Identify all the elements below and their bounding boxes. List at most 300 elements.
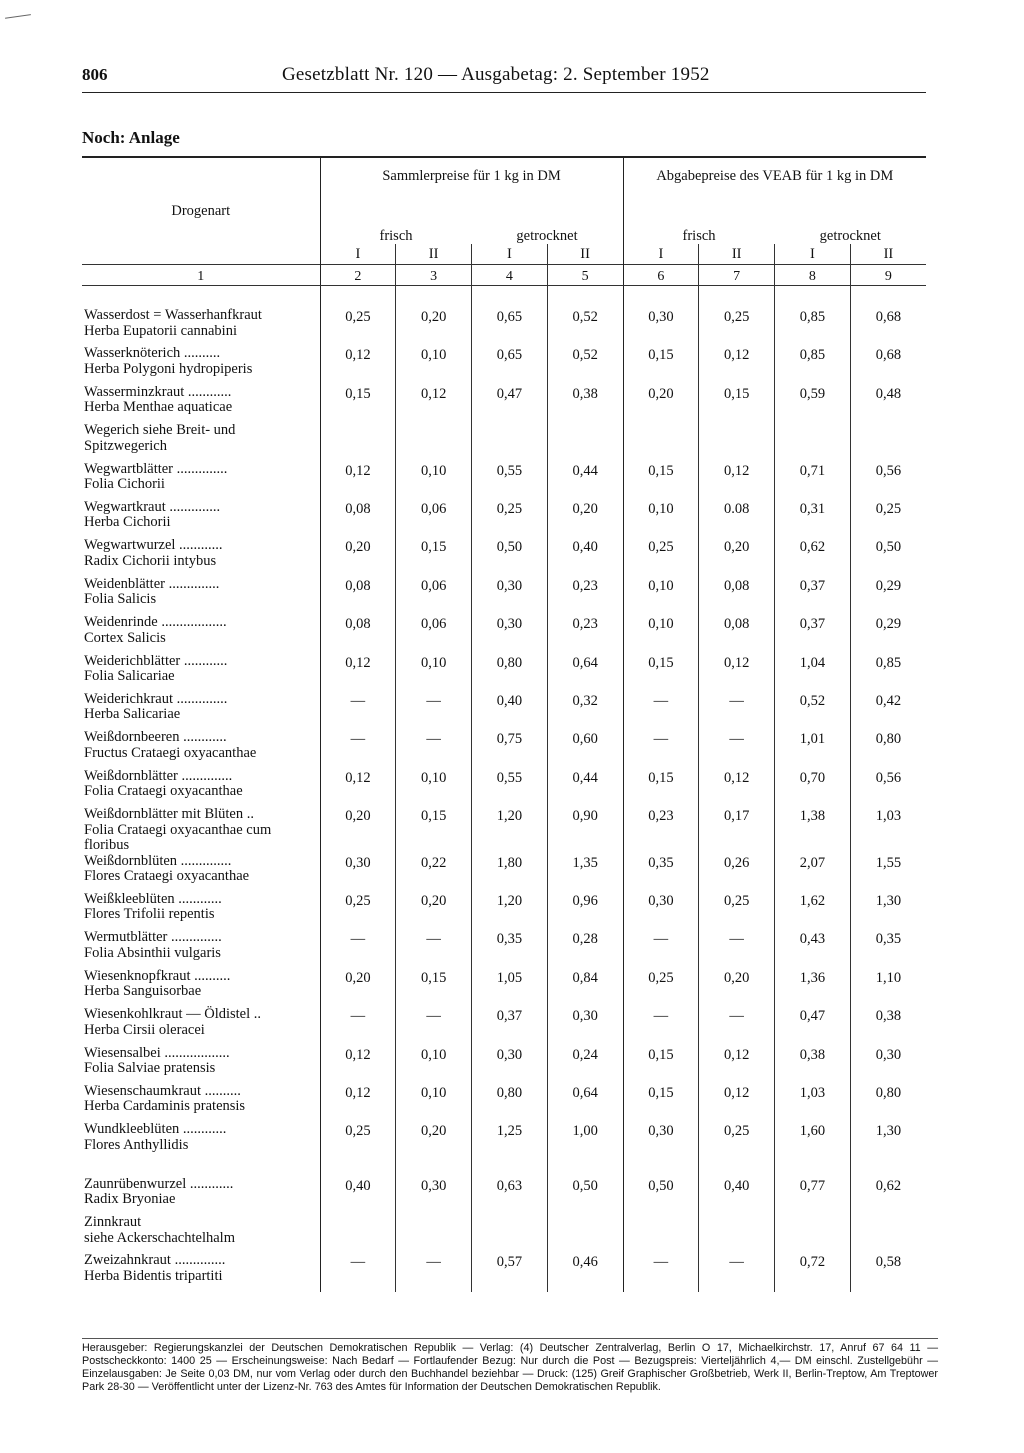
- table-row: [82, 385, 926, 423]
- price-cell: 0,32: [547, 692, 623, 730]
- table-row: [82, 500, 926, 538]
- price-cell: 0,40: [472, 692, 548, 730]
- header-class-I: I: [320, 244, 396, 265]
- price-cell: 0,40: [547, 538, 623, 576]
- header-class-I: I: [775, 244, 851, 265]
- drug-name: Wegwartwurzel ............: [84, 537, 223, 554]
- drug-name-cell: [82, 615, 320, 653]
- drug-latin-name: Herba Cardaminis pratensis: [84, 1098, 246, 1115]
- price-cell: 0,12: [320, 462, 396, 500]
- price-cell: 0,20: [396, 308, 472, 346]
- drug-name-cell: [82, 1046, 320, 1084]
- drug-name: Wundkleeblüten ............: [84, 1121, 227, 1138]
- price-cell: 0,29: [850, 615, 926, 653]
- col-number: 8: [775, 265, 851, 286]
- price-cell: 0,30: [472, 615, 548, 653]
- price-cell: 0,37: [472, 1007, 548, 1045]
- header-class-II: II: [699, 244, 775, 265]
- drug-name-cell: [82, 1215, 320, 1253]
- header-class-I: I: [623, 244, 699, 265]
- price-cell: 0,12: [320, 346, 396, 384]
- price-cell: 0,63: [472, 1177, 548, 1215]
- drug-latin-name: Radix Bryoniae: [84, 1191, 176, 1208]
- drug-name: Weißdornblätter ..............: [84, 767, 233, 784]
- price-cell: —: [320, 930, 396, 968]
- price-cell: 0,80: [850, 730, 926, 768]
- drug-name: Zweizahnkraut ..............: [84, 1252, 226, 1269]
- price-cell: 0,08: [320, 577, 396, 615]
- price-cell: 0,85: [850, 654, 926, 692]
- price-cell: 0,84: [547, 969, 623, 1007]
- price-cell: 1,36: [775, 969, 851, 1007]
- table-row: [82, 1084, 926, 1122]
- price-cell: 0,46: [547, 1253, 623, 1291]
- price-cell: 0,85: [775, 346, 851, 384]
- drug-latin-name: Flores Trifolii repentis: [84, 906, 215, 923]
- price-cell: 0,25: [320, 308, 396, 346]
- price-cell: 0,10: [396, 1046, 472, 1084]
- price-cell: 0,35: [623, 854, 699, 892]
- price-cell: 0,65: [472, 346, 548, 384]
- col-number: 7: [699, 265, 775, 286]
- price-cell: 0,12: [699, 1084, 775, 1122]
- table-head: [82, 158, 926, 286]
- price-cell: 0,30: [850, 1046, 926, 1084]
- price-cell: —: [396, 692, 472, 730]
- table-row: [82, 730, 926, 768]
- price-cell: 0,12: [320, 1046, 396, 1084]
- price-cell: 1,20: [472, 892, 548, 930]
- table-row: [82, 807, 926, 854]
- price-cell: 0,64: [547, 1084, 623, 1122]
- drug-name: Wiesenschaumkraut ..........: [84, 1082, 241, 1099]
- drug-name-cell: [82, 969, 320, 1007]
- drug-latin-name: Folia Salviae pratensis: [84, 1060, 216, 1077]
- price-cell: 0,47: [775, 1007, 851, 1045]
- price-cell: 0,30: [472, 1046, 548, 1084]
- price-cell: 0,15: [396, 807, 472, 854]
- price-cell: 0,12: [396, 385, 472, 423]
- price-cell: 0,12: [320, 654, 396, 692]
- price-cell: 1,60: [775, 1122, 851, 1160]
- drug-name-cell: [82, 346, 320, 384]
- price-cell: —: [699, 930, 775, 968]
- price-cell: [850, 1215, 926, 1253]
- price-cell: —: [623, 1007, 699, 1045]
- drug-name: Wiesenknopfkraut ..........: [84, 967, 231, 984]
- header-sammler-getrocknet: getrocknet: [516, 228, 578, 244]
- pen-mark: [3, 0, 31, 18]
- price-cell: 0,96: [547, 892, 623, 930]
- price-cell: 1,80: [472, 854, 548, 892]
- drug-latin-name: Herba Sanguisorbae: [84, 983, 202, 1000]
- price-cell: 0,55: [472, 462, 548, 500]
- price-table-container: [82, 156, 926, 1292]
- price-cell: 0,10: [623, 500, 699, 538]
- price-cell: 0,15: [396, 969, 472, 1007]
- drug-latin-name: Herba Menthae aquaticae: [84, 399, 233, 416]
- price-cell: [547, 1215, 623, 1253]
- price-cell: 0,15: [623, 1084, 699, 1122]
- price-cell: 0,65: [472, 308, 548, 346]
- price-cell: 0,24: [547, 1046, 623, 1084]
- price-cell: 0,40: [320, 1177, 396, 1215]
- drug-name: Weißdornblüten ..............: [84, 852, 232, 869]
- price-cell: 0,28: [547, 930, 623, 968]
- drug-name: Wasserknöterich ..........: [84, 345, 221, 362]
- price-cell: 0,20: [396, 892, 472, 930]
- price-cell: [775, 423, 851, 461]
- price-cell: 0,42: [850, 692, 926, 730]
- section-title: Noch: Anlage: [82, 128, 180, 147]
- table-row: [82, 1215, 926, 1253]
- price-cell: 0,85: [775, 308, 851, 346]
- drug-name: Weiderichkraut ..............: [84, 690, 228, 707]
- drug-name-cell: [82, 577, 320, 615]
- price-cell: 0,62: [775, 538, 851, 576]
- drug-name-cell: [82, 462, 320, 500]
- price-cell: 0,15: [396, 538, 472, 576]
- page-number: 806: [82, 65, 108, 84]
- price-cell: 1,30: [850, 1122, 926, 1160]
- price-cell: [547, 423, 623, 461]
- price-cell: 1,00: [547, 1122, 623, 1160]
- drug-name-cell: [82, 730, 320, 768]
- price-cell: 0,12: [320, 1084, 396, 1122]
- price-cell: 0,30: [623, 1122, 699, 1160]
- price-cell: 0,17: [699, 807, 775, 854]
- price-cell: 0,50: [850, 538, 926, 576]
- table-row: [82, 1253, 926, 1291]
- price-cell: 0,25: [699, 308, 775, 346]
- header-abgabe-getrocknet: getrocknet: [819, 228, 881, 244]
- col-number: 6: [623, 265, 699, 286]
- table-row: [82, 1122, 926, 1160]
- table-row: [82, 1007, 926, 1045]
- price-cell: 0,20: [320, 969, 396, 1007]
- table-row: [82, 577, 926, 615]
- drug-latin-name: Spitzwegerich: [84, 437, 167, 454]
- drug-latin-name: Folia Crataegi oxyacanthae: [84, 783, 243, 800]
- drug-name: Weiderichblätter ............: [84, 652, 228, 669]
- drug-name-cell: [82, 1177, 320, 1215]
- price-cell: [850, 423, 926, 461]
- price-cell: 0,10: [623, 577, 699, 615]
- table-row: [82, 930, 926, 968]
- drug-latin-name: Herba Polygoni hydropiperis: [84, 360, 253, 377]
- drug-latin-name: Cortex Salicis: [84, 629, 166, 646]
- price-cell: 1,10: [850, 969, 926, 1007]
- price-cell: 0,10: [396, 346, 472, 384]
- price-cell: 0,44: [547, 769, 623, 807]
- drug-name: Wermutblätter ..............: [84, 929, 222, 946]
- price-cell: —: [623, 692, 699, 730]
- price-cell: 0,30: [623, 892, 699, 930]
- header-class-II: II: [547, 244, 623, 265]
- drug-name-cell: [82, 692, 320, 730]
- price-cell: 0,20: [320, 538, 396, 576]
- price-cell: —: [396, 1253, 472, 1291]
- price-cell: 0,08: [320, 500, 396, 538]
- price-cell: 0,25: [472, 500, 548, 538]
- col-number: 4: [472, 265, 548, 286]
- price-cell: 0,71: [775, 462, 851, 500]
- drug-name: Weißdornblätter mit Blüten ..: [84, 806, 254, 823]
- price-cell: 0,23: [547, 577, 623, 615]
- drug-latin-name: Herba Cirsii oleracei: [84, 1021, 205, 1038]
- price-cell: 0,08: [699, 577, 775, 615]
- table-row: [82, 423, 926, 461]
- price-cell: —: [623, 930, 699, 968]
- col-number: 3: [396, 265, 472, 286]
- price-cell: —: [320, 1253, 396, 1291]
- price-cell: 0.08: [699, 500, 775, 538]
- price-cell: 1,05: [472, 969, 548, 1007]
- price-cell: 0,06: [396, 577, 472, 615]
- header-class-II: II: [850, 244, 926, 265]
- drug-latin-name: Radix Cichorii intybus: [84, 552, 217, 569]
- col-number: 2: [320, 265, 396, 286]
- price-cell: [623, 1215, 699, 1253]
- price-cell: 1,62: [775, 892, 851, 930]
- drug-name: Weißdornbeeren ............: [84, 729, 227, 746]
- price-cell: 0,15: [623, 654, 699, 692]
- header-abgabe-frisch: frisch: [623, 224, 775, 244]
- price-cell: 1,20: [472, 807, 548, 854]
- price-cell: 0,72: [775, 1253, 851, 1291]
- drug-name-cell: [82, 308, 320, 346]
- drug-name-cell: [82, 807, 320, 854]
- price-cell: 0,10: [396, 654, 472, 692]
- price-cell: 0,60: [547, 730, 623, 768]
- price-cell: [396, 1215, 472, 1253]
- drug-name-cell: [82, 1084, 320, 1122]
- price-cell: —: [396, 930, 472, 968]
- price-cell: —: [699, 1007, 775, 1045]
- header-sammler-frisch: frisch: [320, 224, 472, 244]
- price-cell: 0,08: [320, 615, 396, 653]
- drug-name-cell: [82, 538, 320, 576]
- price-cell: 0,56: [850, 769, 926, 807]
- drug-name: Wasserminzkraut ............: [84, 383, 232, 400]
- price-cell: 0,23: [623, 807, 699, 854]
- price-cell: 0,52: [547, 346, 623, 384]
- price-cell: 0,62: [850, 1177, 926, 1215]
- table-row: [82, 346, 926, 384]
- price-cell: 0,80: [850, 1084, 926, 1122]
- price-cell: —: [320, 1007, 396, 1045]
- table-row: [82, 615, 926, 653]
- drug-name-cell: [82, 1122, 320, 1160]
- price-cell: [699, 1215, 775, 1253]
- drug-latin-name: Flores Anthyllidis: [84, 1136, 189, 1153]
- drug-name: Wiesensalbei ..................: [84, 1044, 230, 1061]
- price-cell: —: [320, 730, 396, 768]
- table-row: [82, 538, 926, 576]
- price-cell: [320, 1215, 396, 1253]
- price-cell: 0,50: [623, 1177, 699, 1215]
- price-cell: 1,25: [472, 1122, 548, 1160]
- drug-latin-name: Flores Crataegi oxyacanthae: [84, 868, 250, 885]
- drug-latin-name: Folia Cichorii: [84, 476, 165, 493]
- header-sammlerpreise: Sammlerpreise für 1 kg in DM: [320, 158, 623, 224]
- drug-name: Zaunrübenwurzel ............: [84, 1175, 234, 1192]
- price-cell: 1,38: [775, 807, 851, 854]
- price-cell: 1,04: [775, 654, 851, 692]
- drug-name-cell: [82, 769, 320, 807]
- price-cell: 0,12: [699, 654, 775, 692]
- price-cell: —: [699, 692, 775, 730]
- price-cell: 0,12: [699, 769, 775, 807]
- price-cell: 0,56: [850, 462, 926, 500]
- price-cell: 0,10: [623, 615, 699, 653]
- price-cell: 0,68: [850, 346, 926, 384]
- price-cell: 0,25: [850, 500, 926, 538]
- table-row: [82, 1177, 926, 1215]
- drug-name: Wiesenkohlkraut — Öldistel ..: [84, 1006, 262, 1023]
- price-cell: 0,50: [547, 1177, 623, 1215]
- price-cell: 1,30: [850, 892, 926, 930]
- price-cell: 0,20: [320, 807, 396, 854]
- price-cell: 0,90: [547, 807, 623, 854]
- price-cell: —: [623, 730, 699, 768]
- header-title: Gesetzblatt Nr. 120 — Ausgabetag: 2. September 1952: [282, 64, 710, 85]
- price-cell: [472, 1215, 548, 1253]
- page-header: [82, 64, 926, 93]
- price-cell: 0,52: [547, 308, 623, 346]
- price-cell: 0,80: [472, 1084, 548, 1122]
- price-cell: 0,20: [699, 969, 775, 1007]
- table-row: [82, 692, 926, 730]
- price-cell: 0,15: [623, 462, 699, 500]
- drug-latin-name: siehe Ackerschachtelhalm: [84, 1229, 235, 1246]
- price-cell: 0,15: [320, 385, 396, 423]
- price-cell: 0,57: [472, 1253, 548, 1291]
- drug-name-cell: [82, 1253, 320, 1291]
- price-cell: 0,20: [396, 1122, 472, 1160]
- price-cell: 0,22: [396, 854, 472, 892]
- drug-latin-name: Fructus Crataegi oxyacanthae: [84, 744, 257, 761]
- drug-name-cell: [82, 930, 320, 968]
- table-row: [82, 1046, 926, 1084]
- price-cell: 0,77: [775, 1177, 851, 1215]
- price-cell: 0,10: [396, 769, 472, 807]
- drug-name-cell: [82, 892, 320, 930]
- price-cell: 0,25: [699, 892, 775, 930]
- price-cell: 0,08: [699, 615, 775, 653]
- price-cell: 0,06: [396, 500, 472, 538]
- drug-latin-name: Herba Salicariae: [84, 706, 181, 723]
- price-cell: 0,25: [320, 1122, 396, 1160]
- price-cell: 0,37: [775, 577, 851, 615]
- drug-name-cell: [82, 854, 320, 892]
- header-class-II: II: [396, 244, 472, 265]
- price-cell: 0,40: [699, 1177, 775, 1215]
- drug-name: Weißkleeblüten ............: [84, 890, 222, 907]
- price-cell: 0,20: [623, 385, 699, 423]
- price-cell: 0,38: [850, 1007, 926, 1045]
- drug-name-cell: [82, 1007, 320, 1045]
- drug-name: Wasserdost = Wasserhanfkraut: [84, 307, 262, 323]
- price-cell: —: [699, 1253, 775, 1291]
- price-cell: 0,25: [623, 538, 699, 576]
- price-cell: —: [699, 730, 775, 768]
- price-cell: 0,43: [775, 930, 851, 968]
- price-cell: 0,15: [623, 769, 699, 807]
- price-cell: 0,52: [775, 692, 851, 730]
- price-cell: 0,30: [547, 1007, 623, 1045]
- price-cell: [623, 423, 699, 461]
- drug-latin-name: Folia Salicis: [84, 591, 157, 608]
- price-cell: [472, 423, 548, 461]
- drug-name: Zinnkraut: [84, 1214, 142, 1231]
- price-cell: 0,25: [623, 969, 699, 1007]
- header-class-I: I: [472, 244, 548, 265]
- price-cell: 0,26: [699, 854, 775, 892]
- table-row: [82, 854, 926, 892]
- drug-name: Wegwartblätter ..............: [84, 460, 228, 477]
- price-cell: 0,10: [396, 1084, 472, 1122]
- price-cell: 0,06: [396, 615, 472, 653]
- price-cell: —: [396, 1007, 472, 1045]
- table-row: [82, 308, 926, 346]
- drug-name: Weidenblätter ..............: [84, 575, 220, 592]
- price-cell: —: [320, 692, 396, 730]
- col-number: 1: [82, 265, 320, 286]
- price-cell: 0,38: [775, 1046, 851, 1084]
- drug-latin-name: Folia Absinthii vulgaris: [84, 944, 221, 961]
- price-cell: 0,68: [850, 308, 926, 346]
- drug-latin-name: Herba Eupatorii cannabini: [84, 322, 237, 339]
- drug-name: Weidenrinde ..................: [84, 614, 227, 631]
- price-cell: —: [396, 730, 472, 768]
- price-cell: 0,29: [850, 577, 926, 615]
- price-cell: 0,37: [775, 615, 851, 653]
- price-cell: 1,35: [547, 854, 623, 892]
- price-cell: 0,35: [472, 930, 548, 968]
- price-cell: 0,20: [547, 500, 623, 538]
- price-cell: 0,70: [775, 769, 851, 807]
- drug-latin-name: Folia Crataegi oxyacanthae cum floribus: [84, 821, 272, 854]
- table-body: [82, 286, 926, 1292]
- price-cell: 0,12: [699, 462, 775, 500]
- price-cell: 0,23: [547, 615, 623, 653]
- col-number: 9: [850, 265, 926, 286]
- table-row: [82, 969, 926, 1007]
- drug-name: Wegerich siehe Breit- und: [84, 422, 236, 439]
- header-drogenart: Drogenart: [171, 203, 231, 219]
- price-cell: 0,59: [775, 385, 851, 423]
- drug-name: Wegwartkraut ..............: [84, 498, 221, 515]
- header-abgabepreise: Abgabepreise des VEAB für 1 kg in DM: [623, 158, 926, 224]
- price-cell: 0,64: [547, 654, 623, 692]
- price-cell: 0,58: [850, 1253, 926, 1291]
- drug-name-cell: [82, 654, 320, 692]
- price-cell: 0,48: [850, 385, 926, 423]
- price-cell: 0,30: [396, 1177, 472, 1215]
- price-cell: [775, 1215, 851, 1253]
- price-cell: 0,20: [699, 538, 775, 576]
- price-cell: —: [623, 1253, 699, 1291]
- price-cell: 0,30: [472, 577, 548, 615]
- price-cell: 0,12: [320, 769, 396, 807]
- price-cell: 0,15: [699, 385, 775, 423]
- price-cell: 0,38: [547, 385, 623, 423]
- price-cell: [699, 423, 775, 461]
- price-cell: 0,80: [472, 654, 548, 692]
- price-cell: 2,07: [775, 854, 851, 892]
- price-cell: [396, 423, 472, 461]
